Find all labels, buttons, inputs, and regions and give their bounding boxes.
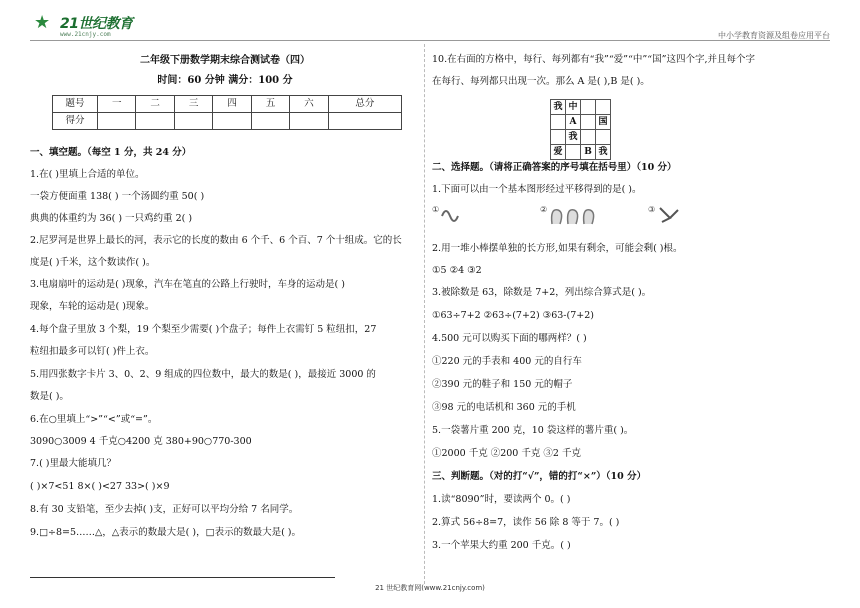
grid-cell [596, 100, 611, 115]
question-line: 3.被除数是 63，除数是 7+2，列出综合算式是( )。 [432, 287, 652, 298]
question-line: 一袋方便面重 138( ) 一个汤圆约重 50( ) [30, 191, 205, 202]
exam-subtitle: 时间：60 分钟 满分：100 分 [157, 75, 293, 86]
repeated-shape-icon [548, 204, 608, 226]
question-line: 3.一个苹果大约重 200 千克。( ) [432, 540, 571, 551]
question-line: 2.尼罗河是世界上最长的河，表示它的长度的数由 6 个千、6 个百、7 个十组成。它的长 [30, 235, 402, 246]
score-header-cell: 一 [98, 96, 136, 113]
twisted-shape-icon [656, 204, 686, 226]
logo-text: 21世纪教育 [60, 16, 133, 32]
question-line: 1.在( )里填上合适的单位。 [30, 169, 145, 180]
page-footer: 21 世纪教育网(www.21cnjy.com) [375, 584, 485, 592]
answer-options: ①5 ②4 ③2 [432, 265, 482, 276]
column-divider [424, 44, 425, 584]
grid-cell: 爱 [551, 145, 566, 160]
score-header-cell: 六 [290, 96, 328, 113]
section-heading-choice: 二、选择题。（请将正确答案的序号填在括号里）（10 分） [432, 162, 677, 173]
site-logo [34, 12, 144, 40]
character-grid [550, 99, 611, 160]
grid-cell: 我 [566, 130, 581, 145]
question-line: 4.每个盘子里放 3 个梨，19 个梨至少需要( )个盘子；每件上衣需钉 5 粒纽扣，27 [30, 324, 377, 335]
question-line: 7.( )里最大能填几？ [30, 458, 116, 469]
answer-option: ②390 元的鞋子和 150 元的帽子 [432, 379, 573, 390]
answer-options: ①2000 千克 ②200 千克 ③2 千克 [432, 448, 581, 459]
score-cell[interactable] [213, 113, 251, 130]
question-line: 2.用一堆小棒摆单独的长方形,如果有剩余，可能会剩( )根。 [432, 243, 683, 254]
question-line: 6.在○里填上“>”“<”或“=”。 [30, 414, 158, 425]
page-header [0, 0, 860, 44]
question-line: 8.有 30 支铅笔，至少去掉( )支，正好可以平均分给 7 名同学。 [30, 504, 299, 515]
question-line: 3090○3009 4 千克○4200 克 380+90○770-300 [30, 436, 252, 447]
option-shape-2 [540, 204, 580, 224]
logo-url: www.21cnjy.com [60, 31, 111, 38]
grid-cell: 中 [566, 100, 581, 115]
grid-cell [581, 100, 596, 115]
grid-cell: 国 [596, 115, 611, 130]
section-heading-fill: 一、填空题。（每空 1 分，共 24 分） [30, 147, 192, 158]
wavy-shape-icon [440, 204, 470, 224]
question-line: ( )×7<51 8×( )<27 33>( )×9 [30, 481, 170, 492]
header-divider [30, 40, 830, 41]
score-header-cell: 五 [251, 96, 289, 113]
question-line: 2.算式 56÷8=7，读作 56 除 8 等于 7。( ) [432, 517, 620, 528]
grid-cell [566, 145, 581, 160]
grid-cell: B [581, 145, 596, 160]
option-number: ① [432, 205, 440, 214]
score-cell[interactable] [174, 113, 212, 130]
section-heading-judge: 三、判断题。（对的打“√”，错的打“×”）（10 分） [432, 471, 647, 482]
score-row-label: 得分 [53, 113, 98, 130]
grid-cell: 我 [551, 100, 566, 115]
grid-cell: A [566, 115, 581, 130]
exam-title: 二年级下册数学期末综合测试卷（四） [140, 55, 310, 66]
question-line: 9.□÷8=5……△，△表示的数最大是( )，□表示的数最大是( )。 [30, 527, 302, 538]
runner-icon: ★ [34, 12, 51, 33]
score-header-cell: 题号 [53, 96, 98, 113]
score-header-cell: 二 [136, 96, 174, 113]
question-line: 典典的体重约为 36( ) 一只鸡约重 2( ) [30, 213, 193, 224]
score-cell[interactable] [251, 113, 289, 130]
question-line: 现象，车轮的运动是( )现象。 [30, 301, 155, 312]
question-line: 4.500 元可以购买下面的哪两样？( ) [432, 333, 587, 344]
platform-label: 中小学教育资源及组卷应用平台 [718, 31, 830, 40]
score-table [52, 95, 402, 130]
question-line: 度是( )千米，这个数读作( )。 [30, 257, 156, 268]
score-value-row [53, 113, 402, 130]
question-line: 粒纽扣最多可以钉( )件上衣。 [30, 346, 155, 357]
score-header-cell: 总分 [328, 96, 401, 113]
grid-cell [596, 130, 611, 145]
shape-options [432, 204, 832, 226]
grid-cell [581, 115, 596, 130]
score-cell[interactable] [136, 113, 174, 130]
answer-option: ①220 元的手表和 400 元的自行车 [432, 356, 582, 367]
option-number: ③ [648, 205, 656, 214]
footer-divider [30, 577, 335, 578]
question-line: 1.下面可以由一个基本图形经过平移得到的是( )。 [432, 184, 642, 195]
grid-cell [551, 115, 566, 130]
option-shape-3 [648, 204, 688, 224]
grid-cell: 我 [596, 145, 611, 160]
grid-cell [551, 130, 566, 145]
score-header-row [53, 96, 402, 113]
score-cell[interactable] [290, 113, 328, 130]
question-line: 10.在右面的方格中，每行、每列都有“我”“爱”“中”“国”这四个字,并且每个字 [432, 54, 755, 65]
score-header-cell: 三 [174, 96, 212, 113]
option-shape-1 [432, 204, 472, 224]
option-number: ② [540, 205, 548, 214]
score-cell[interactable] [328, 113, 401, 130]
answer-option: ③98 元的电话机和 360 元的手机 [432, 402, 576, 413]
question-line: 5.一袋薯片重 200 克，10 袋这样的薯片重( )。 [432, 425, 634, 436]
question-line: 5.用四张数字卡片 3、0、2、9 组成的四位数中，最大的数是( )，最接近 3000 的 [30, 369, 376, 380]
question-line: 数是( )。 [30, 391, 69, 402]
grid-cell [581, 130, 596, 145]
answer-options: ①63÷7+2 ②63÷(7+2) ③63-(7+2) [432, 310, 594, 321]
score-header-cell: 四 [213, 96, 251, 113]
question-line: 在每行、每列都只出现一次。那么 A 是( ),B 是( )。 [432, 76, 650, 87]
score-cell[interactable] [98, 113, 136, 130]
question-line: 1.读“8090”时，要读两个 0。( ) [432, 494, 571, 505]
question-line: 3.电扇扇叶的运动是( )现象，汽车在笔直的公路上行驶时，车身的运动是( ) [30, 279, 345, 290]
